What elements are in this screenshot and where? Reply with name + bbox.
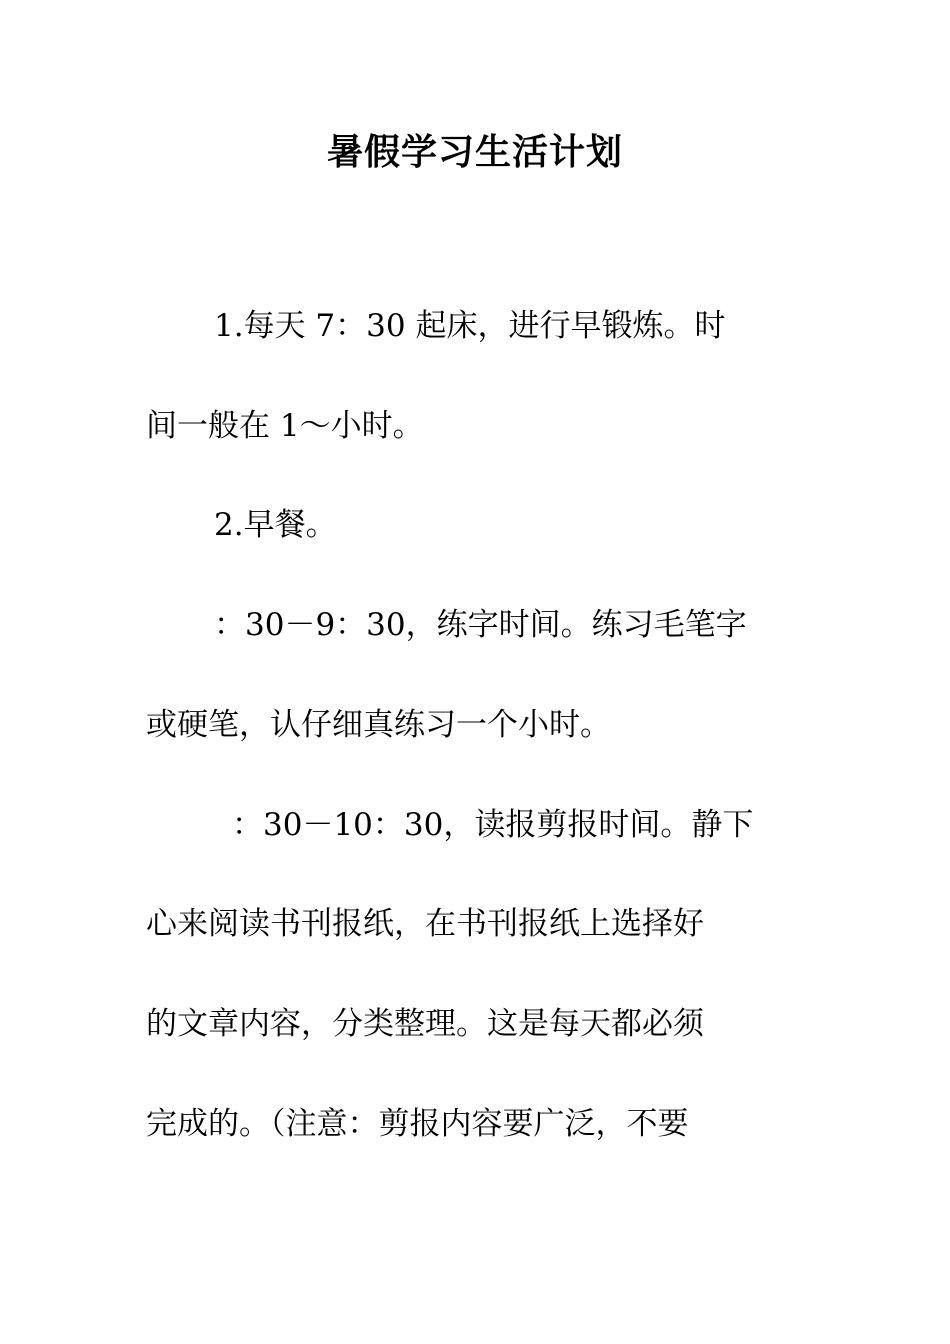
paragraph-line: ：30－10：30，读报剪报时间。静下 xyxy=(232,807,754,843)
paragraph-line: 心来阅读书刊报纸，在书刊报纸上选择好 xyxy=(146,906,704,942)
paragraph-line: 2.早餐。 xyxy=(214,507,337,543)
paragraph-line: 1.每天 7：30 起床，进行早锻炼。时 xyxy=(214,308,726,344)
paragraph-line: 的文章内容，分类整理。这是每天都必须 xyxy=(146,1006,704,1042)
document-title: 暑假学习生活计划 xyxy=(326,132,623,173)
paragraph-line: ：30－9：30，练字时间。练习毛笔字 xyxy=(214,607,747,643)
paragraph-line: 完成的。（注意：剪报内容要广泛，不要 xyxy=(146,1106,689,1142)
paragraph-line: 或硬笔，认仔细真练习一个小时。 xyxy=(146,707,611,743)
paragraph-line: 间一般在 1～小时。 xyxy=(146,408,424,444)
